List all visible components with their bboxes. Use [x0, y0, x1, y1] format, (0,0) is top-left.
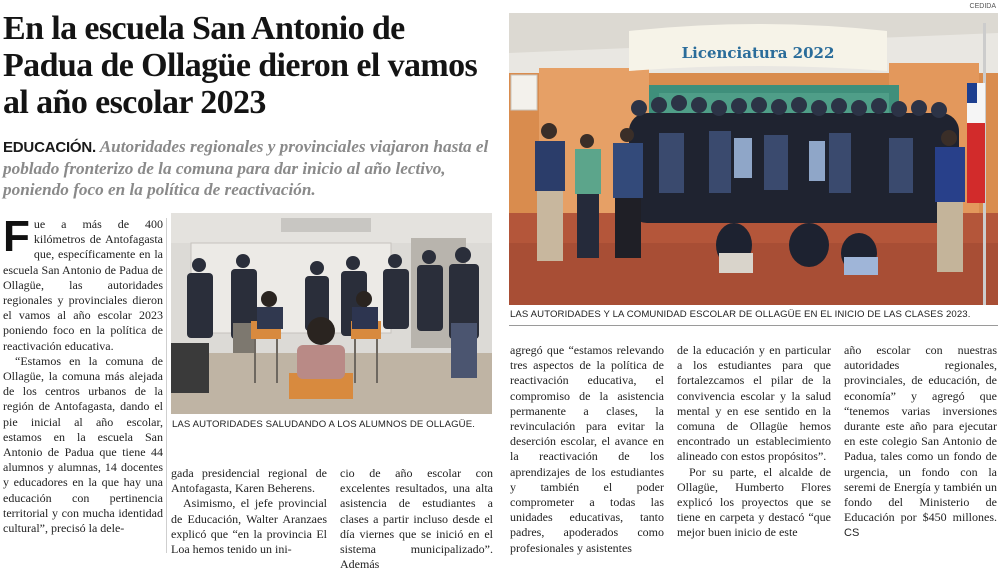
- body-column-6: año escolar con nuestras autoridades regionales, provinciales, de educación, de economía” y agregó que “tenemos varias inversiones durante este año para ejecutar en este colegio San Antonio de Padua, tales como un fondo de urgencia, un fondo con la seremi de Energía y también un fondo del Ministerio de Educación por $450 millones. CS: [844, 343, 997, 540]
- section-kicker: EDUCACIÓN.: [3, 139, 97, 156]
- end-mark: CS: [844, 527, 860, 540]
- deck-text: Autoridades regionales y provinciales viajaron hasta el poblado fronterizo de la comuna para dar inicio al año lectivo, poniendo foco en la política de reactivación.: [3, 137, 489, 199]
- body-column-3: cio de año escolar con excelentes resultados, una alta asistencia de estudiantes a clases a partir incluso desde el día viernes que se inició en el sistema municipalizado”. Además: [340, 466, 493, 572]
- main-photo-caption: LAS AUTORIDADES Y LA COMUNIDAD ESCOLAR DE OLLAGÜE EN EL INICIO DE LAS CLASES 2023.: [510, 309, 971, 320]
- drop-cap: F: [3, 212, 30, 261]
- classroom-photo: [171, 213, 492, 414]
- classroom-photo-caption: LAS AUTORIDADES SALUDANDO A LOS ALUMNOS DE OLLAGÜE.: [172, 419, 475, 430]
- body-column-5: de la educación y en particular a los estudiantes para que fortalezcamos el pilar de la convivencia escolar y la salud mental y en ese sentido en la comuna de Ollagüe hemos encontrado un establecimiento alineado con estos propósitos”. Por su parte, el alcalde de Ollagüe, Humberto Flores explicó los proyectos que se tiene en carpeta y destacó “que mejor buen inicio de este: [677, 343, 831, 540]
- deck: [3, 136, 505, 200]
- body-column-2: gada presidencial regional de Antofagasta, Karen Beherens. Asimismo, el jefe provincial de Educación, Walter Aranzaes explicó que “en la provincia El Loa hemos tenido un ini-: [171, 466, 327, 557]
- caption-rule: [509, 325, 998, 326]
- main-photo: [509, 13, 998, 305]
- headline: En la escuela San Antonio de Padua de Ollagüe dieron el vamos al año escolar 2023: [3, 10, 478, 121]
- body-column-1: Fue a más de 400 kilómetros de Antofagasta que, específicamente en la escuela San Antonio de Padua de Ollagüe, las autoridades regionales y provinciales dieron el vamos al año escolar 2023 poniendo foco en la política de reactivación educativa. “Estamos en la comuna de Ollagüe, la comuna más alejada de los centros urbanos de la región de Antofagasta, dando el pie inicial al año escolar, estamos en la escuela San Antonio de Padua que tiene 44 alumnos y alumnas, 14 docentes y educadores en la que hay una educación con pertinencia territorial y con mucha identidad cultural”, precisó la dele-: [3, 212, 163, 536]
- banner-text: Licenciatura 2022: [681, 44, 835, 62]
- body-column-4: agregó que “estamos relevando tres aspectos de la política de reactivación educativa, el compromiso de la asistencia permanente a clases, la revinculación para evitar la deserción escolar, el avance en la reactivación de los aprendizajes de los estudiantes y también el poder comprometer a todas las unidades educativas, tanto padres, apoderados como profesionales y asistentes: [510, 343, 664, 555]
- photo-credit: CEDIDA: [969, 3, 996, 10]
